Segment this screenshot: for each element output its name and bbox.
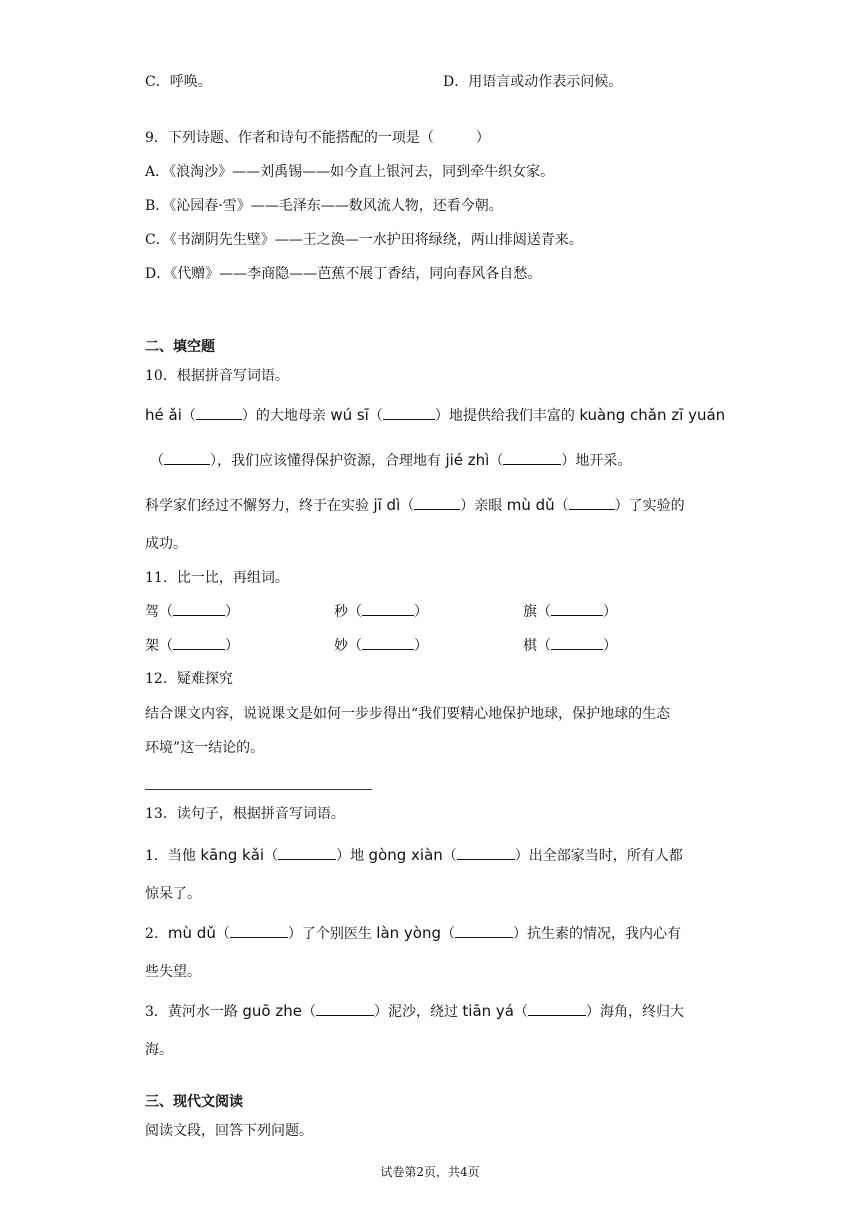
- compare-char: 架: [145, 638, 159, 654]
- paren-open: （: [348, 604, 362, 620]
- text: 的大地母亲: [255, 408, 331, 424]
- paren-open: （: [554, 498, 569, 514]
- text: ，我们应该懂得保护资源，合理地有: [217, 453, 446, 469]
- q9-option-a: A．《浪淘沙》——刘禹锡——如今直上银河去，同到牵牛织女家。: [145, 164, 555, 180]
- paren-open: （: [514, 1004, 528, 1020]
- paren-close: ）: [210, 453, 217, 469]
- q13-sentence-1: [145, 845, 683, 866]
- answer-blank[interactable]: [278, 845, 336, 860]
- answer-blank[interactable]: [173, 635, 225, 650]
- q13-sentence-3: [145, 1001, 684, 1022]
- q9-option-b: B．《沁园春·雪》——毛泽东——数风流人物，还看今朝。: [145, 198, 503, 214]
- paren-open: （: [159, 604, 173, 620]
- answer-blank[interactable]: [455, 923, 513, 938]
- compare-char: 驾: [145, 604, 159, 620]
- q9-option-d: D．《代赠》——李商隐——芭蕉不展丁香结，同向春风各自愁。: [145, 266, 542, 282]
- paren-open: （: [181, 408, 196, 424]
- q10-stem: 10．根据拼音写词语。: [145, 368, 289, 384]
- paren-open: （: [150, 453, 164, 469]
- pinyin: mù dǔ: [167, 924, 216, 942]
- q8-option-c: C．呼唤。: [145, 74, 212, 90]
- paren-open: （: [368, 408, 383, 424]
- answer-blank[interactable]: [503, 450, 561, 465]
- paren-close: ）: [241, 408, 256, 424]
- paren-close: ）: [460, 498, 475, 514]
- answer-blank[interactable]: [316, 1001, 374, 1016]
- paren-open: （: [215, 926, 230, 942]
- pinyin: guō zhe: [242, 1002, 302, 1020]
- compare-char: 秒: [334, 604, 348, 620]
- text: 地提供给我们丰富的: [448, 408, 580, 424]
- q13-stem: 13．读句子，根据拼音写词语。: [145, 806, 345, 822]
- text: 1．当他: [145, 848, 201, 864]
- answer-blank[interactable]: [164, 450, 210, 465]
- q11-item-6: [523, 635, 617, 656]
- paren-open: （: [264, 848, 279, 864]
- paren-close: ）: [225, 604, 239, 620]
- paren-close: ）: [225, 638, 239, 654]
- pinyin: jié zhì: [445, 451, 490, 469]
- q13-sentence-2-cont: 些失望。: [145, 964, 201, 980]
- paren-close: ）: [603, 604, 617, 620]
- answer-blank[interactable]: [383, 405, 435, 420]
- q11-item-4: [145, 635, 239, 656]
- answer-blank[interactable]: [551, 601, 603, 616]
- paren-close: ）: [287, 926, 302, 942]
- paren-close: ）: [586, 1004, 600, 1020]
- answer-blank[interactable]: [528, 1001, 586, 1016]
- answer-blank[interactable]: [362, 601, 414, 616]
- paren-open: （: [442, 848, 457, 864]
- paren-close: ）: [336, 848, 351, 864]
- answer-blank[interactable]: [457, 845, 515, 860]
- pinyin: wú sī: [330, 406, 369, 424]
- q13-sentence-3-cont: 海。: [145, 1042, 173, 1058]
- compare-char: 棋: [523, 638, 537, 654]
- q10-line-1: [145, 405, 725, 426]
- text: 泥沙，绕过: [387, 1004, 463, 1020]
- q8-option-d: D．用语言或动作表示问候。: [443, 74, 623, 90]
- text: 科学家们经过不懈努力，终于在实验: [145, 498, 374, 514]
- paren-close: ）: [414, 638, 428, 654]
- paren-close: ）: [561, 453, 576, 469]
- paren-close: ）: [603, 638, 617, 654]
- pinyin: kāng kǎi: [200, 846, 265, 864]
- text: 3．黄河水一路: [145, 1004, 243, 1020]
- pinyin: tiān yá: [462, 1002, 514, 1020]
- text: 了实验的: [628, 498, 685, 514]
- paren-close: ）: [514, 848, 529, 864]
- q11-item-2: [334, 601, 428, 622]
- compare-char: 旗: [523, 604, 537, 620]
- reading-instruction: 阅读文段，回答下列问题。: [145, 1123, 313, 1139]
- paren-open: （: [348, 638, 362, 654]
- pinyin: jī dì: [373, 496, 401, 514]
- q12-text-line-2: 环境”这一结论的。: [145, 740, 265, 756]
- q10-line-4: 成功。: [145, 536, 187, 552]
- q9-stem: 9．下列诗题、作者和诗句不能搭配的一项是（ ）: [145, 130, 490, 146]
- pinyin: gòng xiàn: [368, 846, 443, 864]
- q13-sentence-1-cont: 惊呆了。: [145, 886, 201, 902]
- paren-open: （: [441, 926, 456, 942]
- text: 抗生素的情况，我内心有: [527, 926, 682, 942]
- paren-close: ）: [614, 498, 629, 514]
- text: 海角，终归大: [600, 1004, 684, 1020]
- text: 2．: [145, 926, 168, 942]
- paren-open: （: [159, 638, 173, 654]
- text: 出全部家当时，所有人都: [528, 848, 683, 864]
- text: 了个别医生: [301, 926, 377, 942]
- section-title-fill-blank: 二、填空题: [145, 339, 215, 355]
- answer-blank[interactable]: [414, 495, 460, 510]
- paren-close: ）: [434, 408, 449, 424]
- page-footer: 试卷第2页，共4页: [380, 1165, 480, 1179]
- pinyin: làn yòng: [376, 924, 442, 942]
- q10-line-2: [150, 450, 631, 471]
- q11-item-5: [334, 635, 428, 656]
- paren-open: （: [489, 453, 504, 469]
- text: 亲眼: [474, 498, 507, 514]
- answer-blank[interactable]: [173, 601, 225, 616]
- q9-option-c: C．《书湖阴先生壁》——王之涣—一水护田将绿绕，两山排闼送青来。: [145, 232, 583, 248]
- paren-open: （: [537, 604, 551, 620]
- compare-char: 妙: [334, 638, 348, 654]
- pinyin: hé ǎi: [145, 406, 182, 424]
- answer-blank[interactable]: [362, 635, 414, 650]
- answer-blank[interactable]: [569, 495, 615, 510]
- pinyin: mù dǔ: [506, 496, 555, 514]
- text: 地开采。: [575, 453, 632, 469]
- q12-text-line-1: 结合课文内容，说说课文是如何一步步得出“我们要精心地保护地球，保护地球的生态: [145, 706, 671, 722]
- paren-close: ）: [513, 926, 528, 942]
- q12-answer-line[interactable]: [145, 789, 372, 790]
- paren-open: （: [301, 1004, 316, 1020]
- paren-close: ）: [414, 604, 428, 620]
- answer-blank[interactable]: [196, 405, 242, 420]
- paren-open: （: [400, 498, 415, 514]
- text: 地: [350, 848, 369, 864]
- q11-item-1: [145, 601, 239, 622]
- answer-blank[interactable]: [551, 635, 603, 650]
- section-title-reading: 三、现代文阅读: [145, 1094, 243, 1110]
- paren-open: （: [537, 638, 551, 654]
- pinyin: kuàng chǎn zī yuán: [579, 406, 726, 424]
- paren-close: ）: [373, 1004, 388, 1020]
- answer-blank[interactable]: [230, 923, 288, 938]
- q12-stem: 12．疑难探究: [145, 671, 233, 687]
- q10-line-3: [145, 495, 685, 516]
- q11-item-3: [523, 601, 617, 622]
- q11-stem: 11．比一比，再组词。: [145, 570, 289, 586]
- q13-sentence-2: [145, 923, 681, 944]
